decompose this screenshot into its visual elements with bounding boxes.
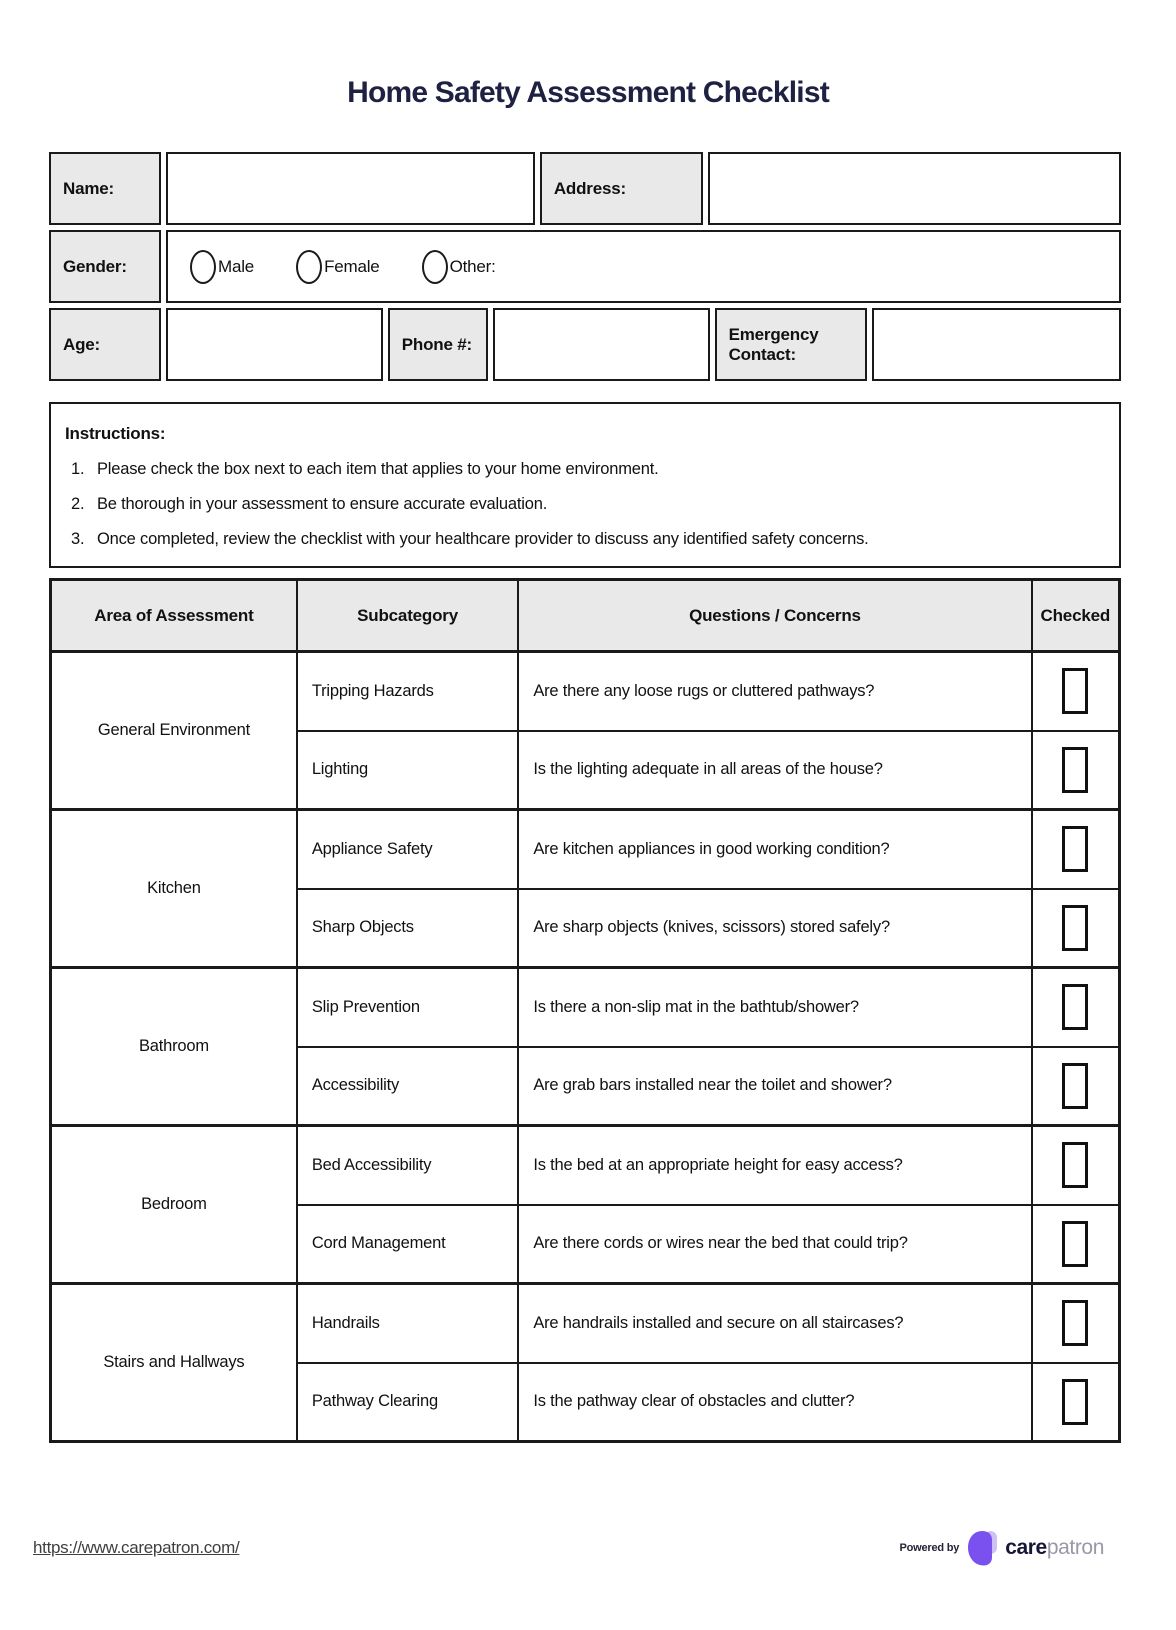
header-questions-concerns: Questions / Concerns	[518, 580, 1031, 652]
subcategory-cell: Lighting	[297, 731, 518, 810]
checked-cell	[1032, 1363, 1120, 1442]
header-subcategory: Subcategory	[297, 580, 518, 652]
question-cell: Is there a non-slip mat in the bathtub/shower?	[518, 968, 1031, 1047]
subcategory-cell: Tripping Hazards	[297, 652, 518, 731]
checkbox[interactable]	[1062, 747, 1088, 793]
brand-wordmark	[1005, 1536, 1104, 1560]
checkbox[interactable]	[1062, 1300, 1088, 1346]
subcategory-cell: Slip Prevention	[297, 968, 518, 1047]
checkbox[interactable]	[1062, 905, 1088, 951]
powered-by-label: Powered by	[899, 1542, 960, 1554]
area-of-assessment-cell: Bathroom	[51, 968, 297, 1126]
checked-cell	[1032, 1205, 1120, 1284]
instructions-box	[49, 402, 1121, 568]
footer-link[interactable]: https://www.carepatron.com/	[33, 1538, 240, 1557]
subcategory-cell: Handrails	[297, 1284, 518, 1363]
checkbox[interactable]	[1062, 826, 1088, 872]
area-of-assessment-cell: General Environment	[51, 652, 297, 810]
name-field[interactable]	[166, 152, 535, 225]
checked-cell	[1032, 810, 1120, 889]
age-field[interactable]	[166, 308, 383, 381]
checked-cell	[1032, 1126, 1120, 1205]
checklist-body	[51, 652, 1120, 1442]
address-label: Address:	[540, 152, 703, 225]
question-cell: Are there any loose rugs or cluttered pathways?	[518, 652, 1031, 731]
radio-other-icon[interactable]	[422, 250, 448, 284]
instruction-text: Please check the box next to each item that applies to your home environment.	[97, 460, 659, 478]
question-cell: Are grab bars installed near the toilet and shower?	[518, 1047, 1031, 1126]
brand-footer	[899, 1528, 1104, 1568]
instruction-number: 1.	[71, 460, 85, 478]
radio-female-icon[interactable]	[296, 250, 322, 284]
area-of-assessment-cell: Kitchen	[51, 810, 297, 968]
subcategory-cell: Sharp Objects	[297, 889, 518, 968]
checklist-row	[51, 1284, 1120, 1363]
question-cell: Are sharp objects (knives, scissors) stored safely?	[518, 889, 1031, 968]
gender-field	[166, 230, 1121, 303]
area-of-assessment-cell: Stairs and Hallways	[51, 1284, 297, 1442]
emergency-contact-label: Emergency Contact:	[715, 308, 867, 381]
question-cell: Are kitchen appliances in good working condition?	[518, 810, 1031, 889]
checkbox[interactable]	[1062, 668, 1088, 714]
radio-male-icon[interactable]	[190, 250, 216, 284]
checkbox[interactable]	[1062, 1063, 1088, 1109]
phone-field[interactable]	[493, 308, 710, 381]
subcategory-cell: Bed Accessibility	[297, 1126, 518, 1205]
instructions-heading: Instructions:	[65, 424, 166, 443]
subcategory-cell: Appliance Safety	[297, 810, 518, 889]
instruction-number: 3.	[71, 530, 85, 548]
checked-cell	[1032, 889, 1120, 968]
gender-option-male[interactable]	[190, 250, 254, 284]
gender-option-other[interactable]	[422, 250, 496, 284]
brand-care-text: care	[1005, 1536, 1047, 1559]
checked-cell	[1032, 1047, 1120, 1126]
phone-label: Phone #:	[388, 308, 488, 381]
question-cell: Is the pathway clear of obstacles and clutter?	[518, 1363, 1031, 1442]
question-cell: Is the lighting adequate in all areas of the house?	[518, 731, 1031, 810]
gender-option-label: Other:	[449, 256, 496, 276]
instruction-number: 2.	[71, 495, 85, 513]
subcategory-cell: Pathway Clearing	[297, 1363, 518, 1442]
instruction-item	[71, 528, 1105, 550]
info-row-gender	[49, 230, 1121, 303]
checkbox[interactable]	[1062, 1221, 1088, 1267]
info-row-name-address	[49, 152, 1121, 225]
patient-info-block	[49, 152, 1121, 386]
emergency-contact-field[interactable]	[872, 308, 1121, 381]
question-cell: Are there cords or wires near the bed that could trip?	[518, 1205, 1031, 1284]
checklist-table	[49, 578, 1121, 1443]
gender-option-label: Male	[218, 256, 255, 276]
checkbox[interactable]	[1062, 984, 1088, 1030]
carepatron-logo-icon	[967, 1528, 999, 1568]
question-cell: Are handrails installed and secure on all staircases?	[518, 1284, 1031, 1363]
brand-patron-text: patron	[1046, 1536, 1104, 1559]
question-cell: Is the bed at an appropriate height for easy access?	[518, 1126, 1031, 1205]
checked-cell	[1032, 731, 1120, 810]
page-title: Home Safety Assessment Checklist	[347, 76, 829, 109]
checklist-row	[51, 810, 1120, 889]
checked-cell	[1032, 652, 1120, 731]
subcategory-cell: Accessibility	[297, 1047, 518, 1126]
name-label: Name:	[49, 152, 161, 225]
instruction-item	[71, 493, 1105, 515]
instruction-text: Be thorough in your assessment to ensure accurate evaluation.	[97, 495, 548, 513]
checked-cell	[1032, 968, 1120, 1047]
header-area-of-assessment: Area of Assessment	[51, 580, 297, 652]
gender-option-female[interactable]	[296, 250, 380, 284]
checklist-row	[51, 1126, 1120, 1205]
subcategory-cell: Cord Management	[297, 1205, 518, 1284]
checkbox[interactable]	[1062, 1379, 1088, 1425]
instruction-text: Once completed, review the checklist with your healthcare provider to discuss any identified safety concerns.	[97, 530, 869, 548]
checked-cell	[1032, 1284, 1120, 1363]
age-label: Age:	[49, 308, 161, 381]
header-checked: Checked	[1032, 580, 1120, 652]
info-row-age-phone-emergency	[49, 308, 1121, 381]
checklist-header-row	[51, 580, 1120, 652]
checkbox[interactable]	[1062, 1142, 1088, 1188]
checklist-row	[51, 652, 1120, 731]
instruction-item	[71, 458, 1105, 480]
address-field[interactable]	[708, 152, 1121, 225]
gender-option-label: Female	[324, 256, 380, 276]
gender-options	[180, 250, 496, 284]
gender-label: Gender:	[49, 230, 161, 303]
area-of-assessment-cell: Bedroom	[51, 1126, 297, 1284]
checklist-row	[51, 968, 1120, 1047]
